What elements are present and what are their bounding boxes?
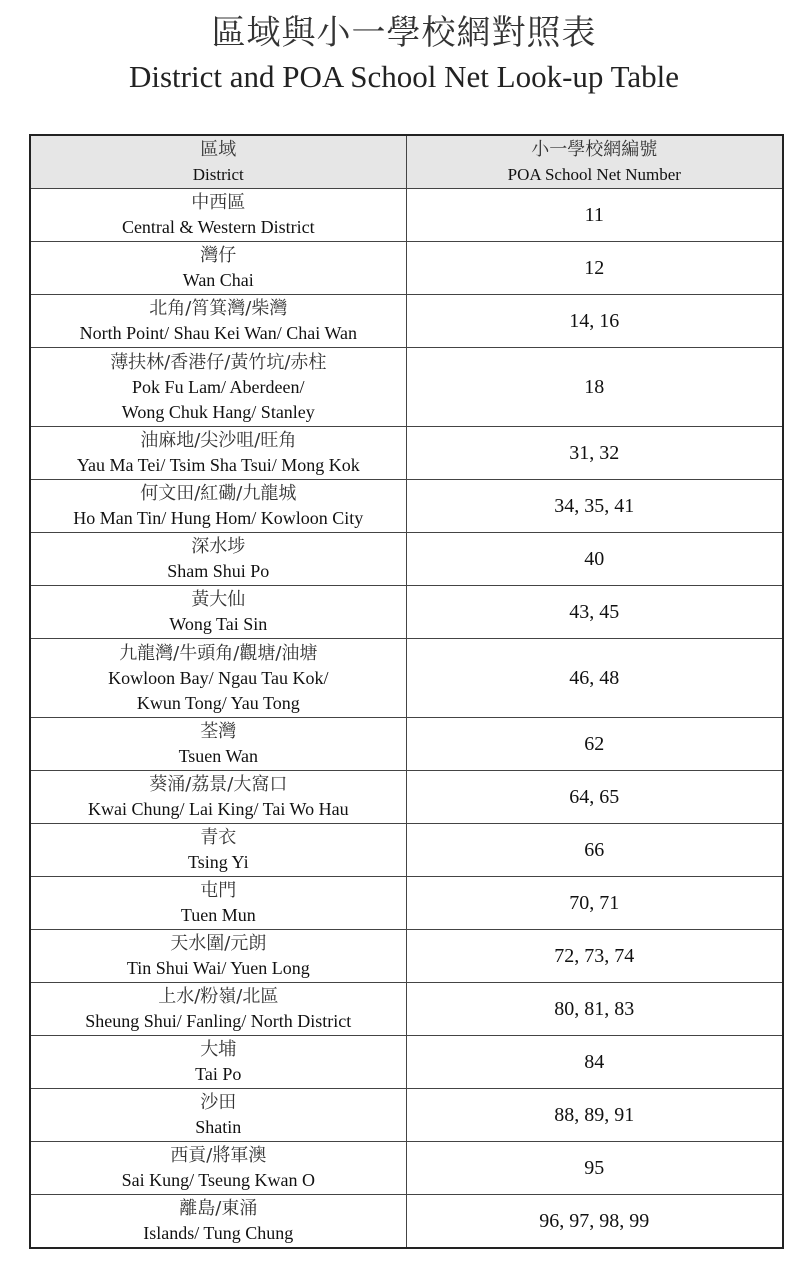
- school-net-cell: [406, 718, 783, 771]
- district-name-en: Tsuen Wan: [178, 746, 259, 766]
- header-school-net: [406, 135, 783, 189]
- district-name-zh: 何文田/紅磡/九龍城: [140, 483, 297, 504]
- school-net-cell: [406, 586, 783, 639]
- school-net-cell: [406, 983, 783, 1036]
- district-cell: [30, 427, 406, 480]
- school-net-number: 12: [584, 256, 605, 279]
- district-name-zh: 上水/粉嶺/北區: [158, 986, 279, 1007]
- table-row: [30, 1142, 783, 1195]
- school-net-number: 11: [584, 203, 604, 226]
- district-name-en: Yau Ma Tei/ Tsim Sha Tsui/ Mong Kok: [76, 455, 360, 475]
- table-row: [30, 533, 783, 586]
- district-name-zh: 離島/東涌: [179, 1198, 258, 1219]
- school-net-cell: [406, 480, 783, 533]
- table-row: [30, 427, 783, 480]
- school-net-number: 62: [584, 732, 605, 755]
- school-net-cell: [406, 189, 783, 242]
- table-row: [30, 824, 783, 877]
- district-name-zh: 屯門: [200, 880, 237, 901]
- district-cell: [30, 1195, 406, 1249]
- lookup-table: [29, 134, 784, 1249]
- school-net-cell: [406, 877, 783, 930]
- district-cell: [30, 1089, 406, 1142]
- district-cell: [30, 639, 406, 718]
- header-district: [30, 135, 406, 189]
- district-name-zh: 中西區: [191, 192, 246, 213]
- district-name-zh: 油麻地/尖沙咀/旺角: [140, 430, 297, 451]
- district-name-en: Central & Western District: [121, 217, 315, 237]
- district-cell: [30, 189, 406, 242]
- table-row: [30, 639, 783, 718]
- school-net-number: 96, 97, 98, 99: [539, 1209, 650, 1232]
- school-net-cell: [406, 242, 783, 295]
- district-name-zh: 深水埗: [191, 536, 246, 557]
- school-net-number: 84: [584, 1050, 605, 1073]
- school-net-cell: [406, 1195, 783, 1249]
- district-cell: [30, 771, 406, 824]
- school-net-cell: [406, 1036, 783, 1089]
- school-net-cell: [406, 639, 783, 718]
- district-name-zh: 天水圍/元朗: [170, 933, 267, 954]
- table-row: [30, 295, 783, 348]
- district-name-en: Shatin: [195, 1117, 242, 1137]
- school-net-number: 14, 16: [569, 309, 620, 332]
- school-net-number: 70, 71: [569, 891, 620, 914]
- school-net-cell: [406, 771, 783, 824]
- district-name-en: Wan Chai: [182, 270, 254, 290]
- district-name-zh: 葵涌/荔景/大窩口: [149, 774, 288, 795]
- district-name-en: Sham Shui Po: [167, 561, 270, 581]
- district-name-en: Sheung Shui/ Fanling/ North District: [85, 1011, 352, 1031]
- table-row: [30, 348, 783, 427]
- school-net-number: 46, 48: [569, 666, 620, 689]
- district-name-en: Kwun Tong/ Yau Tong: [136, 692, 300, 713]
- district-name-zh: 青衣: [200, 827, 237, 848]
- table-row: [30, 1036, 783, 1089]
- table-row: [30, 771, 783, 824]
- district-cell: [30, 295, 406, 348]
- district-name-zh: 荃灣: [200, 721, 237, 742]
- district-cell: [30, 348, 406, 427]
- district-cell: [30, 877, 406, 930]
- school-net-number: 34, 35, 41: [554, 494, 635, 517]
- district-name-zh: 灣仔: [200, 245, 237, 266]
- table-row: [30, 586, 783, 639]
- school-net-number: 88, 89, 91: [554, 1103, 635, 1126]
- district-name-zh: 大埔: [200, 1039, 237, 1060]
- school-net-cell: [406, 348, 783, 427]
- district-name-en: Tai Po: [195, 1064, 242, 1084]
- district-name-en: Sai Kung/ Tseung Kwan O: [121, 1170, 315, 1190]
- district-name-zh: 沙田: [200, 1092, 237, 1113]
- district-name-en: North Point/ Shau Kei Wan/ Chai Wan: [79, 323, 357, 343]
- school-net-number: 64, 65: [569, 785, 620, 808]
- district-cell: [30, 480, 406, 533]
- district-name-en: Islands/ Tung Chung: [143, 1223, 294, 1243]
- school-net-number: 31, 32: [569, 441, 620, 464]
- district-cell: [30, 586, 406, 639]
- table-header-row: [30, 135, 783, 189]
- school-net-number: 95: [584, 1156, 605, 1179]
- district-name-zh: 北角/筲箕灣/柴灣: [149, 298, 288, 319]
- school-net-cell: [406, 533, 783, 586]
- school-net-number: 72, 73, 74: [554, 944, 635, 967]
- school-net-number: 40: [584, 547, 605, 570]
- district-name-en: Pok Fu Lam/ Aberdeen/: [132, 376, 305, 397]
- district-cell: [30, 824, 406, 877]
- district-cell: [30, 1142, 406, 1195]
- table-row: [30, 1089, 783, 1142]
- district-name-zh: 薄扶林/香港仔/黃竹坑/赤柱: [110, 351, 327, 373]
- school-net-cell: [406, 427, 783, 480]
- district-name-en: Kwai Chung/ Lai King/ Tai Wo Hau: [87, 799, 349, 819]
- table-row: [30, 930, 783, 983]
- district-name-en: Wong Chuk Hang/ Stanley: [121, 401, 315, 422]
- district-name-en: Tsing Yi: [187, 852, 249, 872]
- header-net-zh: 小一學校網編號: [531, 139, 658, 160]
- district-cell: [30, 983, 406, 1036]
- district-cell: [30, 533, 406, 586]
- school-net-cell: [406, 1142, 783, 1195]
- header-district-zh: 區域: [200, 139, 237, 160]
- title-chinese: 區域與小一學校網對照表: [211, 13, 597, 53]
- school-net-cell: [406, 824, 783, 877]
- table-row: [30, 718, 783, 771]
- district-name-en: Ho Man Tin/ Hung Hom/ Kowloon City: [73, 508, 364, 528]
- district-cell: [30, 1036, 406, 1089]
- table-row: [30, 242, 783, 295]
- school-net-number: 66: [584, 838, 605, 861]
- district-cell: [30, 718, 406, 771]
- table-row: [30, 1195, 783, 1249]
- school-net-cell: [406, 295, 783, 348]
- header-district-en: District: [192, 165, 244, 184]
- table-row: [30, 189, 783, 242]
- district-name-en: Kowloon Bay/ Ngau Tau Kok/: [108, 667, 329, 688]
- school-net-number: 43, 45: [569, 600, 620, 623]
- title-english: District and POA School Net Look-up Table: [128, 59, 680, 94]
- district-name-en: Tuen Mun: [180, 905, 256, 925]
- school-net-cell: [406, 930, 783, 983]
- district-name-en: Tin Shui Wai/ Yuen Long: [126, 958, 310, 978]
- district-name-zh: 九龍灣/牛頭角/觀塘/油塘: [119, 642, 318, 664]
- table-row: [30, 877, 783, 930]
- district-name-en: Wong Tai Sin: [169, 614, 268, 634]
- table-row: [30, 480, 783, 533]
- school-net-number: 18: [584, 375, 605, 398]
- table-row: [30, 983, 783, 1036]
- school-net-cell: [406, 1089, 783, 1142]
- district-cell: [30, 242, 406, 295]
- district-name-zh: 西貢/將軍澳: [170, 1145, 267, 1166]
- table-body: [30, 189, 783, 1249]
- header-net-en: POA School Net Number: [507, 165, 681, 184]
- school-net-number: 80, 81, 83: [554, 997, 635, 1020]
- district-cell: [30, 930, 406, 983]
- district-name-zh: 黃大仙: [191, 589, 246, 610]
